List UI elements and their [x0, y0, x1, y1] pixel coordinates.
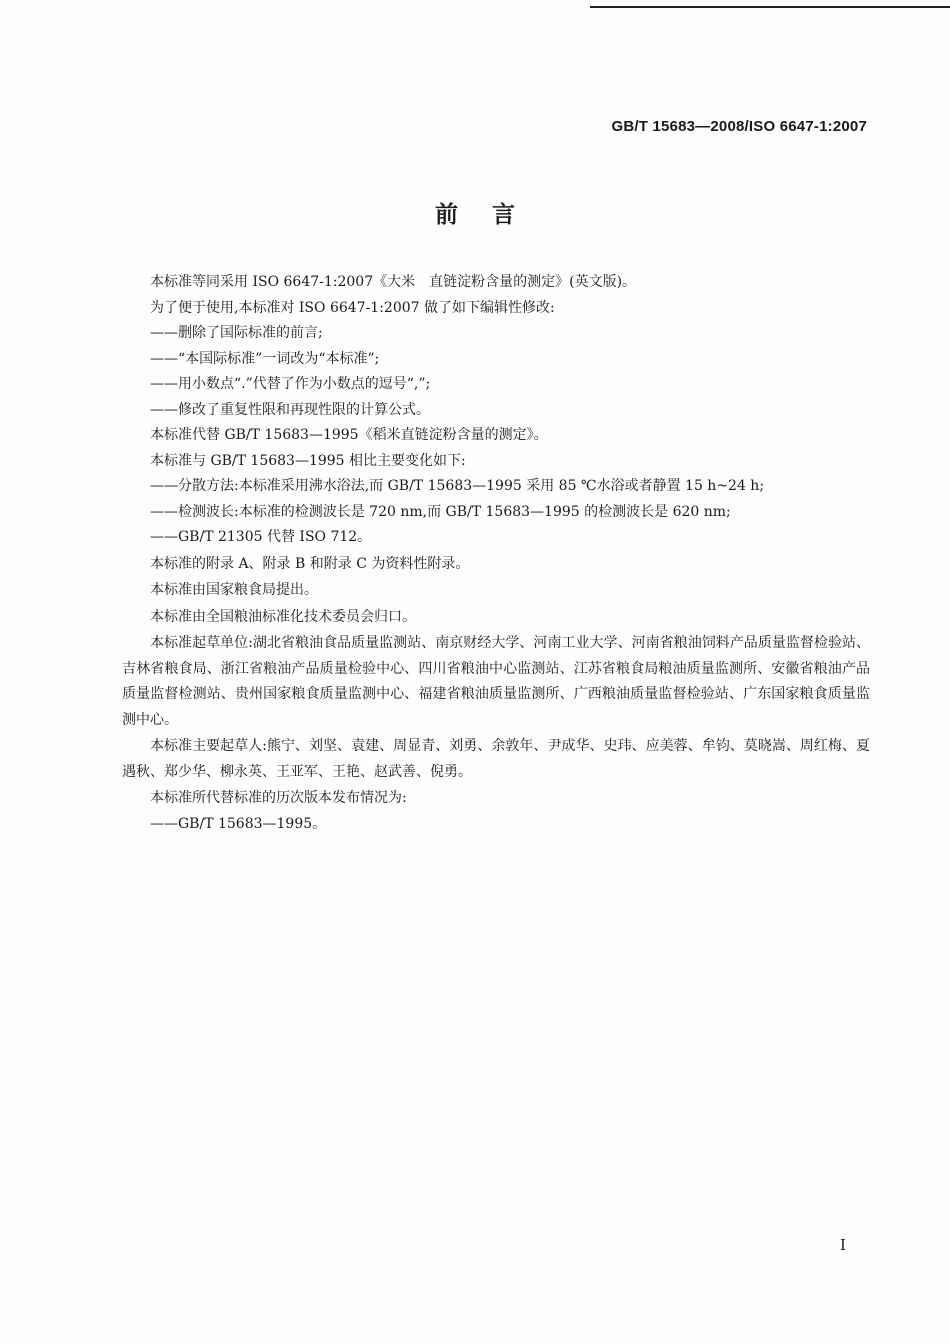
paragraph-committee: 本标准由全国粮油标准化技术委员会归口。: [150, 608, 416, 625]
list-item: ——修改了重复性限和再现性限的计算公式。: [150, 401, 430, 418]
paragraph-changes-intro: 本标准与 GB/T 15683—1995 相比主要变化如下:: [150, 452, 466, 469]
paragraph-drafters: 本标准主要起草人:熊宁、刘坚、袁建、周显青、刘勇、余敦年、尹成华、史玮、应美蓉、牟钧、莫晓嵩、周红梅、夏遇秋、郑少华、柳永英、王亚军、王艳、赵武善、倪勇。: [122, 738, 870, 780]
paragraph-proposer: 本标准由国家粮食局提出。: [150, 582, 318, 598]
paragraph-history-intro: 本标准所代替标准的历次版本发布情况为:: [150, 790, 407, 806]
list-item: ——删除了国际标准的前言;: [150, 325, 323, 341]
list-item: ——“本国际标准”一词改为“本标准”;: [150, 350, 380, 367]
top-border-rule: [590, 6, 950, 8]
foreword-body: [122, 270, 870, 837]
paragraph-replaces: 本标准代替 GB/T 15683—1995《稻米直链淀粉含量的测定》。: [150, 427, 548, 443]
list-item: ——GB/T 15683—1995。: [150, 815, 327, 832]
paragraph-adoption: 本标准等同采用 ISO 6647-1:2007《大米 直链淀粉含量的测定》(英文版)。: [150, 274, 637, 290]
page-title: 前言: [435, 202, 549, 228]
standard-number-header: GB/T 15683—2008/ISO 6647-1:2007: [611, 118, 867, 135]
list-item: ——检测波长:本标准的检测波长是 720 nm,而 GB/T 15683—1995 的检测波长是 620 nm;: [150, 503, 731, 520]
list-item: ——用小数点“.”代替了作为小数点的逗号“,”;: [150, 376, 431, 392]
list-item: ——分散方法:本标准采用沸水浴法,而 GB/T 15683—1995 采用 85 ℃水浴或者静置 15 h~24 h;: [150, 478, 765, 494]
page-number: I: [840, 1236, 846, 1254]
paragraph-drafting-units: 本标准起草单位:湖北省粮油食品质量监测站、南京财经大学、河南工业大学、河南省粮油饲料产品质量监督检验站、吉林省粮食局、浙江省粮油产品质量检验中心、四川省粮油中心监测站、江苏省粮食局粮油质量监测所、安徽省粮油产品质量监督检测站、贵州国家粮食质量监测中心、福建省粮油质量监测所、广西粮油质量监督检验站、广东国家粮食质量监测中心。: [122, 635, 870, 728]
list-item: ——GB/T 21305 代替 ISO 712。: [150, 529, 372, 545]
paragraph-editorial-intro: 为了便于使用,本标准对 ISO 6647-1:2007 做了如下编辑性修改:: [150, 299, 555, 316]
paragraph-annexes: 本标准的附录 A、附录 B 和附录 C 为资料性附录。: [150, 555, 470, 572]
